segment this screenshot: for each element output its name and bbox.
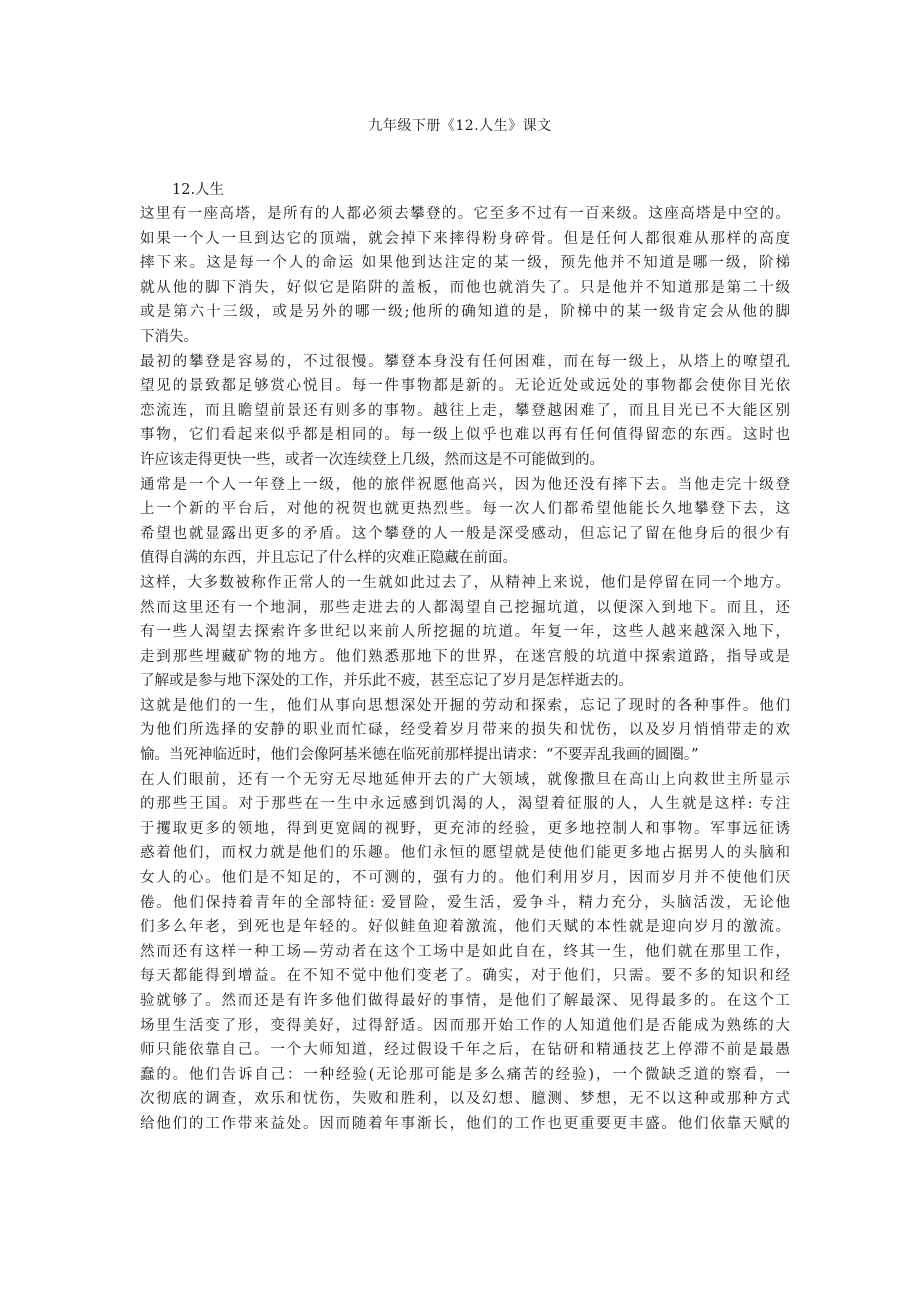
- text-line: 通常是一个人一年登上一级，他的旅伴祝愿他高兴，因为他还没有摔下去。当他走完十级登: [140, 476, 790, 493]
- text-line: 们多么年老，到死也是年轻的。好似鲑鱼迎着激流，他们天赋的本性就是迎向岁月的激流。: [140, 919, 790, 936]
- text-line: 了解或是参与地下深处的工作，并乐此不疲，甚至忘记了岁月是怎样逝去的。: [140, 673, 633, 690]
- text-line: 这就是他们的一生，他们从事向思想深处开掘的劳动和探索，忘记了现时的各种事件。他们: [140, 697, 790, 714]
- text-line: 蠢的。他们告诉自己：一种经验(无论那可能是多么痛苦的经验)，一个微缺乏道的察看，一: [140, 1066, 790, 1083]
- text-line: 于攫取更多的领地，得到更宽阔的视野，更充沛的经验，更多地控制人和事物。军事远征诱: [140, 820, 790, 837]
- body-text: [140, 202, 790, 1137]
- document-title: 九年级下册《12.人生》课文: [368, 118, 552, 134]
- text-line: 惑着他们，而权力就是他们的乐趣。他们永恒的愿望就是使他们能更多地占据男人的头脑和: [140, 845, 790, 862]
- text-line: 然而还有这样一种工场—劳动者在这个工场中是如此自在，终其一生，他们就在那里工作，: [140, 943, 790, 960]
- text-line: 女人的心。他们是不知足的，不可测的，强有力的。他们利用岁月，因而岁月并不使他们厌: [140, 870, 790, 887]
- text-line: 下消失。: [140, 328, 198, 345]
- text-line: 愉。当死神临近时，他们会像阿基米德在临死前那样提出请求：“不要弄乱我画的圆圈。”: [140, 747, 699, 764]
- text-line: 这里有一座高塔，是所有的人都必须去攀登的。它至多不过有一百来级。这座高塔是中空的。: [140, 206, 790, 222]
- text-line: 场里生活变了形，变得美好，过得舒适。因而那开始工作的人知道他们是否能成为熟练的大: [140, 1017, 790, 1034]
- text-line: 然而这里还有一个地洞，那些走进去的人都渴望自己挖掘坑道，以便深入到地下。而且，还: [140, 599, 790, 616]
- text-line: 走到那些埋藏矿物的地方。他们熟悉那地下的世界，在迷宫般的坑道中探索道路，指导或是: [140, 648, 790, 665]
- text-line: 摔下来。这是每一个人的命运 如果他到达注定的某一级，预先他并不知道是哪一级，阶梯: [140, 255, 790, 272]
- text-line: 在人们眼前，还有一个无穷无尽地延伸开去的广大领域，就像撒旦在高山上向救世主所显示: [140, 771, 790, 788]
- text-line: 恋流连，而且瞻望前景还有则多的事物。越往上走，攀登越困难了，而且目光已不大能区别: [140, 402, 790, 419]
- text-line: 就从他的脚下消失，好似它是陷阱的盖板，而他也就消失了。只是他并不知道那是第二十级: [140, 279, 790, 296]
- text-line: 的那些王国。对于那些在一生中永远感到饥渴的人，渴望着征服的人，人生就是这样: 专注: [140, 796, 790, 813]
- text-line: 事物，它们看起来似乎都是相同的。每一级上似乎也难以再有任何值得留恋的东西。这时也: [140, 427, 790, 444]
- text-line: 最初的攀登是容易的，不过很慢。攀登本身没有任何困难，而在每一级上，从塔上的嘹望孔: [140, 353, 790, 370]
- text-line: 验就够了。然而还是有许多他们做得最好的事情，是他们了解最深、见得最多的。在这个工: [140, 993, 790, 1009]
- text-line: 这样，大多数被称作正常人的一生就如此过去了，从精神上来说，他们是停留在同一个地方。: [140, 574, 790, 591]
- text-line: 每天都能得到增益。在不知不觉中他们变老了。确实，对于他们，只需。要不多的知识和经: [140, 968, 790, 985]
- text-line: 为他们所选择的安静的职业而忙碌，经受着岁月带来的损失和忧伤，以及岁月悄悄带走的欢: [140, 722, 790, 739]
- lesson-heading: 12.人生: [172, 182, 225, 198]
- text-line: 望见的景致都足够赏心悦目。每一件事物都是新的。无论近处或远处的事物都会使你目光依: [140, 378, 790, 395]
- text-line: 次彻底的调查，欢乐和忧伤，失败和胜利，以及幻想、臆测、梦想，无不以这种或那种方式: [140, 1091, 790, 1108]
- text-line: 给他们的工作带来益处。因而随着年事渐长，他们的工作也更重要更丰盛。他们依靠天赋的: [140, 1115, 790, 1132]
- text-line: 许应该走得更快一些，或者一次连续登上几级，然而这是不可能做到的。: [140, 451, 604, 468]
- text-line: 希望也就显露出更多的矛盾。这个攀登的人一般是深受感动，但忘记了留在他身后的很少有: [140, 525, 790, 542]
- text-line: 如果一个人一旦到达它的顶端，就会掉下来摔得粉身碎骨。但是任何人都很难从那样的高度: [140, 230, 790, 247]
- text-line: 上一个新的平台后，对他的祝贺也就更热烈些。每一次人们都希望他能长久地攀登下去，这: [140, 501, 790, 518]
- text-line: 值得自满的东西，并且忘记了什么样的灾难正隐藏在前面。: [140, 550, 517, 567]
- text-line: 倦。他们保持着青年的全部特征: 爱冒险，爱生活，爱争斗，精力充分，头脑活泼，无论他: [140, 894, 790, 911]
- text-line: 师只能依靠自己。一个大师知道，经过假设千年之后，在钻研和精通技艺上停滞不前是最愚: [140, 1042, 790, 1059]
- text-line: 或是第六十三级，或是另外的哪一级;他所的确知道的是，阶梯中的某一级肯定会从他的脚: [140, 304, 790, 321]
- text-line: 有一些人渴望去探索许多世纪以来前人所挖掘的坑道。年复一年，这些人越来越深入地下，: [140, 624, 790, 641]
